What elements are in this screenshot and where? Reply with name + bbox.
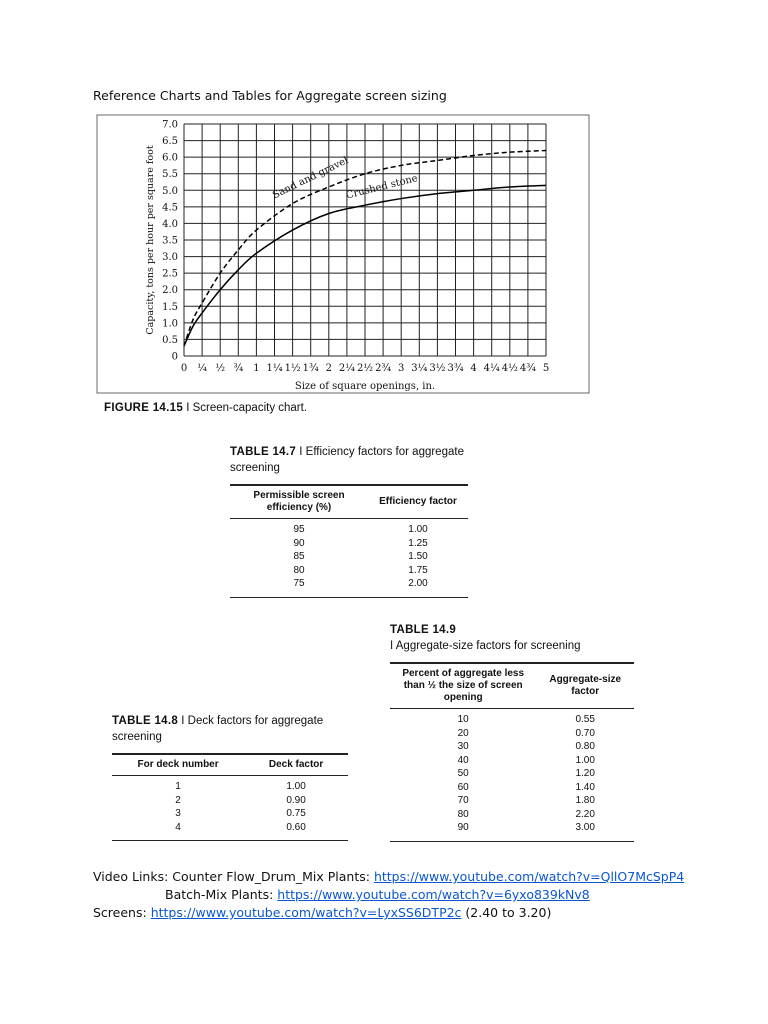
- table-cell: 1.50: [408, 551, 428, 562]
- table-row: [390, 709, 634, 727]
- x-tick-label: 4: [470, 363, 477, 374]
- x-tick-label: 3¼: [411, 363, 428, 374]
- x-tick-label: 1: [253, 363, 260, 374]
- x-tick-label: ¾: [233, 363, 244, 374]
- x-tick-label: 3¾: [447, 363, 464, 374]
- x-tick-label: ½: [215, 363, 226, 374]
- figure-title: I Screen-capacity chart.: [183, 402, 308, 414]
- table-row: [390, 727, 634, 741]
- table-number: TABLE 14.7: [230, 446, 297, 458]
- table-cell: 20: [457, 727, 469, 739]
- y-tick-label: 1.0: [162, 318, 178, 330]
- table-row: [390, 767, 634, 781]
- x-tick-label: 4½: [501, 363, 518, 374]
- table-row: [230, 519, 468, 537]
- x-tick-label: 4¾: [519, 363, 536, 374]
- y-tick-label: 7.0: [162, 119, 178, 131]
- x-tick-label: 1¼: [266, 363, 283, 374]
- link-label: Batch-Mix Plants:: [165, 887, 278, 902]
- table-row: [230, 564, 468, 578]
- table-row: [390, 740, 634, 754]
- x-tick-label: 1¾: [302, 363, 319, 374]
- table-cell: 70: [457, 795, 469, 806]
- link-label: Video Links: Counter Flow_Drum_Mix Plants:: [93, 869, 374, 884]
- link-label: Screens:: [93, 905, 151, 920]
- table-cell: 0.80: [575, 741, 595, 752]
- table-cell: 1.80: [575, 795, 595, 806]
- table-cell: 1.40: [575, 781, 595, 793]
- y-tick-label: 2.0: [162, 285, 178, 297]
- table-row: [112, 807, 348, 821]
- figure-caption: [104, 402, 307, 414]
- table-cell: 2.00: [408, 578, 428, 589]
- column-header: Deck factor: [244, 754, 348, 776]
- table-cell: 0.70: [575, 727, 595, 739]
- x-tick-label: 3: [398, 363, 405, 374]
- x-tick-label: 1½: [284, 363, 301, 374]
- page-heading: Reference Charts and Tables for Aggregate screen sizing: [93, 88, 447, 103]
- table-cell: 75: [293, 578, 305, 589]
- table-cell: 1.00: [408, 524, 428, 535]
- x-tick-label: 2: [325, 363, 332, 374]
- table-aggregate-size-factors: [390, 622, 634, 842]
- table-cell: 0.75: [286, 808, 306, 819]
- table-cell: 2: [175, 794, 181, 806]
- y-tick-label: 4.5: [162, 202, 178, 214]
- table-row: [390, 808, 634, 822]
- video-links: [93, 868, 684, 922]
- column-header: Permissible screen efficiency (%): [230, 485, 368, 519]
- table-cell: 1.00: [575, 754, 595, 766]
- time-range: (2.40 to 3.20): [461, 905, 552, 920]
- x-tick-label: 5: [542, 363, 550, 374]
- y-tick-label: 2.5: [162, 268, 178, 280]
- screen-capacity-chart: [96, 112, 592, 396]
- link-line: [93, 868, 684, 886]
- screens-video-link[interactable]: https://www.youtube.com/watch?v=LyxSS6DTP2c: [150, 905, 462, 920]
- y-tick-label: 3.0: [162, 252, 178, 264]
- y-tick-label: 6.0: [162, 152, 178, 164]
- series-label: Sand and gravel: [270, 155, 351, 202]
- table-cell: 90: [457, 822, 469, 833]
- y-axis-label: Capacity, tons per hour per square foot: [145, 145, 156, 335]
- x-tick-label: 2¾: [375, 363, 392, 374]
- link-line: [93, 886, 684, 904]
- table-cell: 30: [457, 741, 469, 752]
- table-title: I Efficiency factors for aggregate screening: [230, 446, 464, 474]
- table-row: [230, 537, 468, 551]
- x-tick-label: 2¼: [338, 363, 355, 374]
- table-cell: 2.20: [575, 808, 595, 820]
- batch-mix-video-link[interactable]: https://www.youtube.com/watch?v=6yxo839kNv8: [277, 887, 590, 902]
- y-tick-label: 6.5: [162, 136, 178, 148]
- column-header: For deck number: [112, 754, 244, 776]
- table-cell: 1.20: [575, 768, 595, 779]
- table-cell: 0.90: [286, 794, 306, 806]
- table-cell: 1.75: [408, 564, 428, 576]
- table-deck-factors: [112, 713, 348, 841]
- series-label: Crushed stone: [344, 173, 419, 202]
- link-line: [93, 904, 684, 922]
- table-row: [112, 794, 348, 808]
- table-cell: 3: [175, 808, 181, 819]
- table-row: [390, 754, 634, 768]
- table-row: [112, 821, 348, 841]
- table-number: TABLE 14.9: [390, 624, 457, 636]
- table-cell: 50: [457, 768, 469, 779]
- table-row: [112, 776, 348, 794]
- table-cell: 80: [457, 808, 469, 820]
- table-cell: 60: [457, 781, 469, 793]
- column-header: Efficiency factor: [368, 485, 468, 519]
- column-header: Aggregate-size factor: [536, 663, 634, 709]
- y-tick-label: 5.5: [162, 169, 178, 181]
- x-tick-label: 4¼: [483, 363, 500, 374]
- table-row: [390, 794, 634, 808]
- x-tick-label: 2½: [356, 363, 374, 374]
- table-cell: 1.00: [286, 781, 306, 792]
- column-header: Percent of aggregate less than ½ the size of screen opening: [390, 663, 536, 709]
- table-cell: 0.55: [575, 714, 595, 725]
- table-cell: 4: [175, 821, 181, 833]
- drum-mix-video-link[interactable]: https://www.youtube.com/watch?v=QllO7McSpP4: [373, 869, 685, 884]
- table-cell: 1.25: [408, 537, 428, 549]
- y-tick-label: 3.5: [162, 235, 178, 247]
- table-cell: 95: [293, 524, 305, 535]
- table-cell: 3.00: [575, 822, 595, 833]
- table-cell: 40: [457, 754, 469, 766]
- table-cell: 10: [457, 714, 469, 725]
- table-number: TABLE 14.8: [112, 715, 179, 727]
- table-caption: [390, 622, 634, 654]
- x-tick-label: ¼: [197, 363, 207, 374]
- table-cell: 0.60: [286, 821, 306, 833]
- figure-number: FIGURE 14.15: [104, 402, 184, 414]
- table-row: [230, 577, 468, 597]
- table-cell: 90: [293, 537, 305, 549]
- y-tick-label: 0: [171, 351, 178, 363]
- table-title: I Deck factors for aggregate screening: [112, 715, 324, 743]
- x-tick-label: 0: [180, 363, 188, 374]
- table-cell: 1: [175, 781, 181, 792]
- table-efficiency-factors: [230, 444, 468, 598]
- x-axis-label: Size of square openings, in.: [294, 381, 436, 392]
- table-caption: [112, 713, 348, 745]
- table-caption: [230, 444, 468, 476]
- y-tick-label: 5.0: [162, 185, 178, 197]
- table-cell: 85: [293, 551, 305, 562]
- table-row: [390, 781, 634, 795]
- table-title: I Aggregate-size factors for screening: [390, 640, 581, 652]
- table-row: [230, 550, 468, 564]
- y-tick-label: 0.5: [162, 334, 178, 346]
- table-cell: 80: [293, 564, 305, 576]
- y-tick-label: 1.5: [162, 301, 178, 313]
- table-row: [390, 821, 634, 841]
- x-tick-label: 3½: [429, 363, 446, 374]
- y-tick-label: 4.0: [162, 218, 178, 230]
